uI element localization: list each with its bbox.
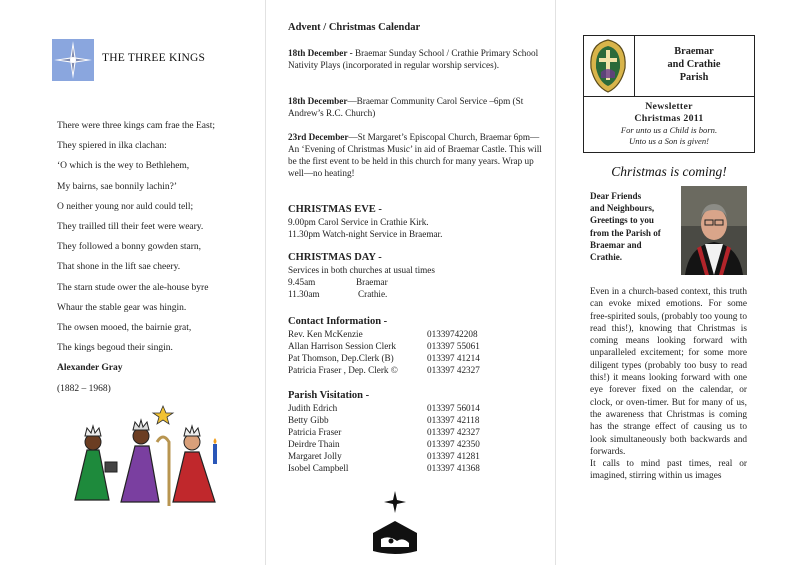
contact-row: [288, 352, 544, 364]
headline: Christmas is coming!: [611, 164, 727, 179]
event-item: 18th December - Braemar Sunday School / Crathie Primary School Nativity Plays (incorporated in regular worship services).: [288, 48, 539, 70]
poem-line: There were three kings cam frae the East;: [57, 121, 215, 131]
phone-number: 013397 42350: [427, 439, 480, 449]
phone-number: 013397 42327: [427, 365, 480, 375]
article-body: Even in a church-based context, this truth can evoke mixed emotions. For some free-spirited souls, (probably too young to read this!), knowing that Christmas is coming means looking forward with unparalleled excitement; for some more diligent types (probably too busy to read this!) it means looking forward with one eye forever fixed on the calendar, or clock, or oven-timer. But for many of us, the awareness that Christmas is coming has the strange effect of causing us to look simultaneously both backwards and forwards. It calls to mind past times, real or imagined, stirring within us images: [590, 287, 747, 482]
poem-line: The owsen mooed, the bairnie grat,: [57, 323, 192, 334]
star-icon: [52, 39, 94, 81]
poem: [57, 116, 277, 399]
person-name: Isobel Campbell: [288, 463, 349, 473]
phone-number: 013397 42327: [427, 427, 480, 437]
calendar-heading: Advent / Christmas Calendar: [288, 22, 421, 33]
greeting: Dear Friends and Neighbours, Greetings to you from the Parish of Braemar and Crathie.: [590, 191, 661, 263]
church-crest-icon: [587, 38, 629, 94]
christmas-day-section: CHRISTMAS DAY - Services in both churches at usual times 9.45am Braemar 11.30am Crathie.: [288, 252, 435, 299]
visitation-row: [288, 426, 544, 438]
visitation-row: [288, 438, 544, 450]
event-item: 23rd December—St Margaret’s Episcopal Church, Braemar 6pm—An ‘Evening of Christmas Music’ in aid of Braemar Castle. This will be the first event to be held in this church for many years. Wrap up well—no heating!: [288, 132, 542, 178]
phone-number: 013397 42118: [427, 415, 480, 425]
person-name: Patricia Fraser: [288, 427, 342, 437]
newsletter-title: Newsletter Christmas 2011: [634, 101, 704, 124]
nativity-star-icon: [367, 491, 423, 555]
phone-number: 013397 41214: [427, 353, 480, 363]
person-name: Rev. Ken McKenzie: [288, 329, 363, 339]
visitation-row: [288, 462, 544, 474]
parish-name: Braemar and Crathie Parish: [667, 46, 721, 83]
masthead-divider: [634, 36, 635, 96]
poem-line: They trailled till their feet were weary.: [57, 222, 204, 233]
christmas-eve-section: CHRISTMAS EVE - 9.00pm Carol Service in Crathie Kirk. 11.30pm Watch-night Service in Braemar.: [288, 204, 443, 239]
poem-line: O neither young nor auld could tell;: [57, 201, 194, 212]
poem-line: They spiered in ilka clachan:: [57, 141, 167, 152]
person-name: Deirdre Thain: [288, 439, 340, 449]
event-item: 18th December—Braemar Community Carol Service –6pm (St Andrew’s R.C. Church): [288, 96, 524, 118]
visitation-row: [288, 414, 544, 426]
poem-line: Whaur the stable gear was hingin.: [57, 302, 187, 313]
author-dates: (1882 – 1968): [57, 383, 111, 394]
person-name: Allan Harrison Session Clerk: [288, 341, 396, 351]
scripture-quote: For unto us a Child is born. Unto us a Son is given!: [620, 125, 718, 146]
person-name: Judith Edrich: [288, 403, 338, 413]
phone-number: 013397 55061: [427, 341, 480, 351]
newsletter-box: [583, 96, 755, 153]
poem-line: That shone in the lift sae cheery.: [57, 262, 181, 273]
person-name: Pat Thomson, Dep.Clerk (B): [288, 353, 394, 363]
contact-row: [288, 364, 544, 376]
person-name: Betty Gibb: [288, 415, 329, 425]
visitation-section: Parish Visitation - Judith Edrich 013397 56014 Betty Gibb 013397 42118 Patricia Fraser 013397 42327 Deirdre Thain 013397 42350 Margaret Jolly 013397 41281 Isobel Campbell 013397 41368: [288, 390, 544, 474]
poem-author: Alexander Gray: [57, 363, 123, 374]
three-kings-illustration: [65, 402, 225, 510]
person-name: Patricia Fraser , Dep. Clerk ©: [288, 365, 398, 375]
poem-line: The kings begoud their singin.: [57, 343, 173, 354]
contact-section: Contact Information - Rev. Ken McKenzie 01339742208 Allan Harrison Session Clerk 013397 55061 Pat Thomson, Dep.Clerk (B) 013397 41214 Patricia Fraser , Dep. Clerk © 013397 42327: [288, 316, 544, 376]
poem-line: My bairns, sae bonnily lachin?’: [57, 181, 178, 192]
phone-number: 013397 41281: [427, 451, 480, 461]
minister-photo: [681, 186, 747, 275]
person-name: Margaret Jolly: [288, 451, 342, 461]
phone-number: 01339742208: [427, 329, 478, 339]
visitation-row: [288, 402, 544, 414]
poem-line: ‘O which is the wey to Bethlehem,: [57, 161, 190, 172]
contact-row: [288, 340, 544, 352]
poem-line: They followed a bonny gowden starn,: [57, 242, 202, 253]
poem-line: The starn stude ower the ale-house byre: [57, 282, 209, 293]
contact-row: [288, 328, 544, 340]
phone-number: 013397 56014: [427, 403, 480, 413]
fold-line-right: [555, 0, 556, 565]
visitation-row: [288, 450, 544, 462]
poem-title: THE THREE KINGS: [102, 52, 206, 64]
phone-number: 013397 41368: [427, 463, 480, 473]
